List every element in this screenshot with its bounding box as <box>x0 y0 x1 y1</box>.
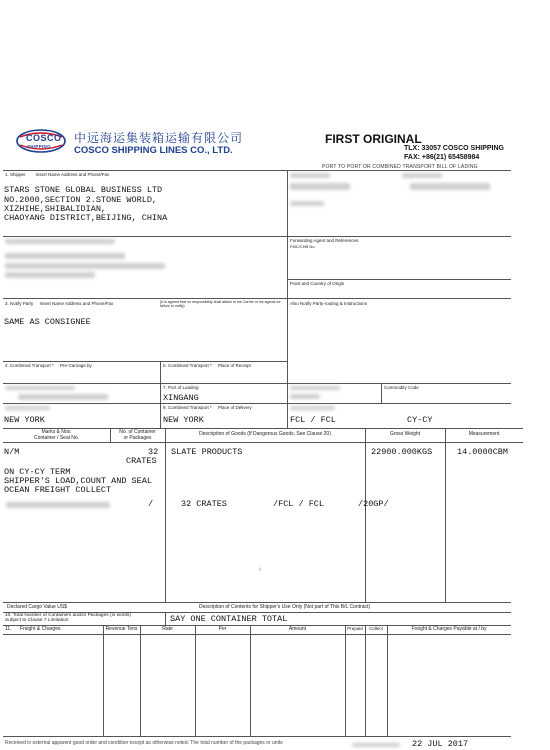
charges-header-per: Per <box>218 626 227 632</box>
gross-weight-header: Gross Weight <box>389 431 421 437</box>
forwarding-agent-label: Forwarding Agent and References <box>290 238 359 243</box>
precarriage-label: 4. Combined Transport * Pre-Carriage by <box>5 363 92 368</box>
gross-weight-value: 22900.000KGS <box>371 447 433 457</box>
port-of-loading-label: 7. Port of Loading <box>163 385 199 390</box>
line-consignee-bottom <box>3 298 511 299</box>
goods-description: SLATE PRODUCTS <box>171 447 243 457</box>
terms-line-3: OCEAN FREIGHT COLLECT <box>4 485 112 495</box>
redacted-bl-label <box>402 173 442 178</box>
charges-header-payable: Freight & Charges Payable at / by <box>411 626 487 632</box>
line-transport-row1 <box>3 383 511 384</box>
notify-party-value: SAME AS CONSIGNEE <box>4 317 91 327</box>
divider-transport-mid <box>160 361 161 428</box>
cosco-logo <box>14 128 68 154</box>
line-charges-bottom <box>3 736 511 737</box>
marks-header: Marks & Nos. Container / Seal No. <box>33 429 80 441</box>
charges-header-prepaid: Prepaid <box>347 626 363 631</box>
divider-total <box>165 612 166 625</box>
shipper-line-1: STARS STONE GLOBAL BUSINESS LTD <box>4 185 163 195</box>
charges-header-collect: Collect <box>369 626 383 631</box>
measurement-value: 14.0000CBM <box>457 447 509 457</box>
redacted-container-number <box>6 502 110 508</box>
place-of-receipt-label: 5. Combined Transport * Place of Receipt <box>163 363 251 368</box>
container-fcl: /FCL / FCL <box>273 499 325 509</box>
port-of-loading-value: XINGANG <box>163 393 199 403</box>
shipper-line-3: XIZHIHE,SHIBALIDIAN, <box>4 204 107 214</box>
divider-goods-weight <box>445 428 446 602</box>
divider-goods-desc <box>365 428 366 602</box>
line-notify-bottom <box>3 361 287 362</box>
logo-text-top: COSCO <box>26 133 62 143</box>
container-slash: / <box>148 499 154 509</box>
shipper-line-2: NO.2000,SECTION 2.STONE WORLD, <box>4 195 158 205</box>
redacted-service-value <box>290 394 320 399</box>
fax-number: FAX: +86(21) 65458984 <box>404 154 480 161</box>
divider-charges-revenue <box>103 625 104 736</box>
divider-charges-payable <box>387 625 388 736</box>
line-shipper-bottom <box>3 236 511 237</box>
redacted-vessel-label <box>5 386 75 390</box>
received-clause: Received in external apparent good order and condition except as otherwise noted. The total number of the packages or units <box>5 740 283 746</box>
charges-header-amount: Amount <box>288 626 307 632</box>
divider-charges-amount <box>250 625 251 736</box>
origin-label: Point and Country of Origin <box>290 281 345 286</box>
line-transport-row2 <box>3 403 511 404</box>
measurement-header: Measurement <box>468 431 500 437</box>
shipper-line-4: CHAOYANG DISTRICT,BEIJING, CHINA <box>4 213 168 223</box>
line-charges-header <box>3 634 511 635</box>
logo-text-bottom: SHIPPING <box>27 144 51 149</box>
description-header: Description of Goods (If Dangerous Goods, See Clause 20) <box>199 431 331 437</box>
fmc-chb-label: FMC/CHB No. <box>290 244 316 249</box>
redacted-consignee-line-3 <box>5 272 95 278</box>
redacted-export-ref <box>290 201 324 206</box>
line-origin-top <box>287 279 511 280</box>
total-packages-label: 10. Total Number of Containers and/or Packages (in words) Subject to Clause 7 Limitation <box>5 613 132 624</box>
redacted-movement-label <box>290 406 335 410</box>
document-subtitle: PORT TO PORT OR COMBINED TRANSPORT BILL OF LADING <box>322 164 478 170</box>
divider-charges-per <box>195 625 196 736</box>
divider-charges-prepaid <box>345 625 346 736</box>
place-of-delivery-label: 9. Combined Transport * Place of Delivery <box>163 405 252 410</box>
service-type-value: CY-CY <box>407 415 433 425</box>
redacted-date-label <box>352 743 400 747</box>
telex-number: TLX: 33057 COSCO SHIPPING <box>404 145 504 152</box>
divider-goods-pkgs <box>165 428 166 602</box>
charges-header-freight: 11. Freight & Charges <box>5 626 61 632</box>
total-packages-value: SAY ONE CONTAINER TOTAL <box>170 614 288 624</box>
redacted-bl-value <box>410 183 490 190</box>
package-count: 32 <box>148 447 159 457</box>
company-name-en: COSCO SHIPPING LINES CO., LTD. <box>74 145 233 156</box>
also-notify-label: Also Notify Party-routing & Instructions <box>290 301 368 306</box>
port-of-discharge-value: NEW YORK <box>4 415 45 425</box>
movement-type-value: FCL / FCL <box>290 415 336 425</box>
divider-commodity <box>381 383 382 403</box>
package-unit: CRATES <box>126 456 157 466</box>
redacted-consignee-line-2 <box>5 263 165 269</box>
packages-header: No. of Container or Packages <box>119 429 156 441</box>
document-title: FIRST ORIGINAL <box>325 132 422 146</box>
redacted-discharge-label <box>5 406 50 410</box>
redacted-vessel-value <box>18 394 108 400</box>
notify-party-label: 3. Notify Party Insert Name Address and Phone/Fax <box>5 301 114 306</box>
container-crates: 32 CRATES <box>181 499 227 509</box>
terms-line-1: ON CY-CY TERM <box>4 467 71 477</box>
stray-mark: ‹ <box>258 566 263 574</box>
charges-header-revenue: Revenue Tons <box>105 626 138 632</box>
place-of-delivery-value: NEW YORK <box>163 415 204 425</box>
redacted-consignee-line-1 <box>5 253 125 259</box>
outer-top-border <box>3 170 511 171</box>
shipper-label: 1. Shipper Insert Name Address and Phone/Fax <box>5 172 110 177</box>
contents-description-label: Description of Contents for Shipper's Use Only (Not part of This B/L Contract) <box>199 604 371 610</box>
redacted-consignee-label <box>5 239 115 244</box>
terms-line-2: SHIPPER'S LOAD,COUNT AND SEAL <box>4 476 152 486</box>
notify-party-note: (It is agreed that no responsibility shall attach to the Carrier or his agents for failure to notify) <box>160 300 281 308</box>
redacted-service-label <box>290 386 340 390</box>
divider-charges-collect <box>365 625 366 736</box>
charges-header-rate: Rate <box>162 626 173 632</box>
marks-value: N/M <box>4 447 20 457</box>
company-name-cn: 中远海运集装箱运输有限公司 <box>74 131 244 145</box>
container-type: /20GP/ <box>358 499 389 509</box>
line-goods-bottom <box>3 602 511 603</box>
issue-date-value: 22 JUL 2017 <box>412 739 469 749</box>
divider-charges-rate <box>140 625 141 736</box>
commodity-code-label: Commodity Code <box>384 385 419 390</box>
divider-left-column <box>287 170 288 428</box>
declared-value-label: Declared Cargo Value US$ <box>7 604 67 610</box>
redacted-booking-value <box>290 183 350 190</box>
redacted-booking-label <box>290 173 330 178</box>
